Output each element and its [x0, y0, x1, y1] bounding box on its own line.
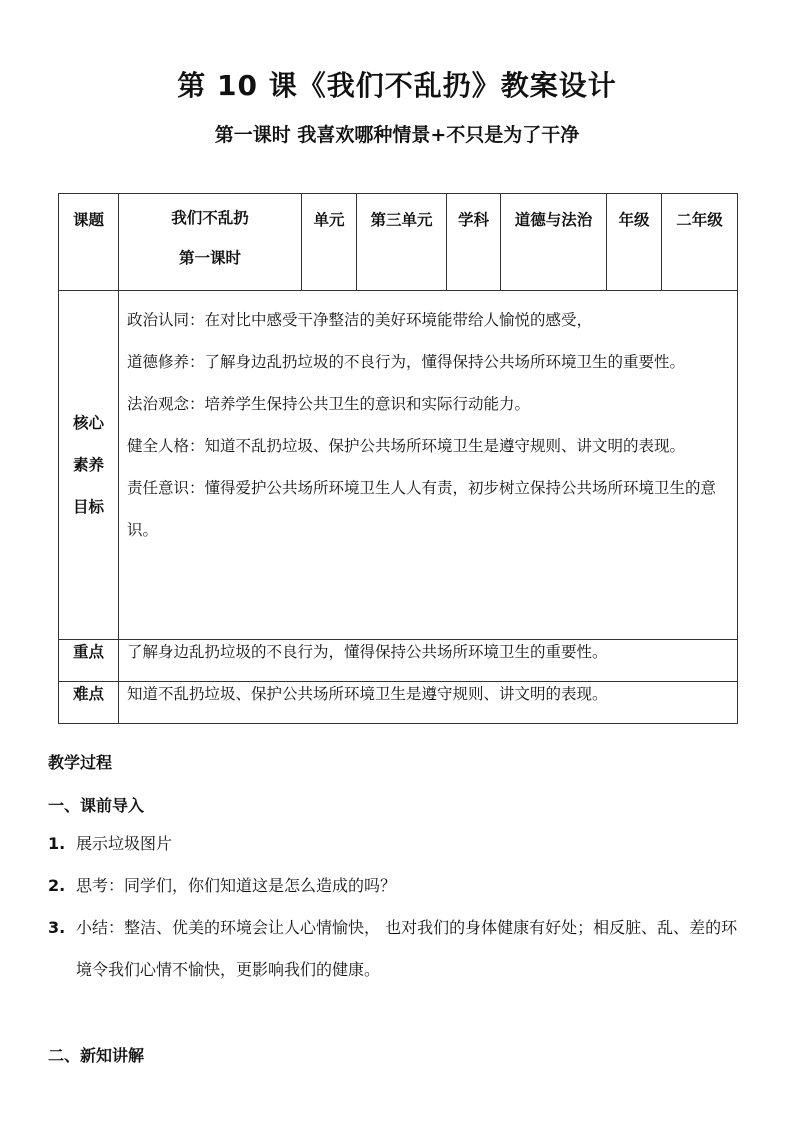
subject-value-cell — [501, 194, 607, 291]
lesson-info-table — [58, 193, 738, 724]
page-subtitle: 第一课时 我喜欢哪种情景+不只是为了干净 — [214, 124, 580, 146]
goal-personality: 健全人格：知道不乱扔垃圾、保护公共场所环境卫生是遵守规则、讲文明的表现。 — [127, 437, 686, 455]
goal-law: 法治观念：培养学生保持公共卫生的意识和实际行动能力。 — [127, 395, 531, 413]
core-label-line: 核心 — [72, 414, 104, 432]
list-item-number: 1. — [48, 834, 66, 853]
unit-label: 单元 — [313, 211, 345, 229]
list-item-number: 3. — [48, 918, 66, 937]
topic-label-cell — [59, 194, 119, 291]
core-label-line: 素养 — [72, 456, 104, 474]
core-goals-content — [119, 291, 738, 640]
grade-value-cell — [662, 194, 738, 291]
list-item-number: 2. — [48, 876, 66, 895]
key-point-row — [59, 640, 738, 682]
unit-value-cell — [357, 194, 447, 291]
list-item — [48, 865, 748, 907]
key-point-text: 了解身边乱扔垃圾的不良行为，懂得保持公共场所环境卫生的重要性。 — [119, 640, 738, 682]
goal-morality: 道德修养：了解身边乱扔垃圾的不良行为，懂得保持公共场所环境卫生的重要性。 — [127, 353, 686, 371]
list-item-text: 小结：整洁、优美的环境会让人心情愉快， 也对我们的身体健康有好处；相反脏、乱、差的环境令我们心情不愉快，更影响我们的健康。 — [76, 918, 738, 979]
grade-label-cell — [607, 194, 662, 291]
grade-label: 年级 — [618, 211, 650, 229]
page-title: 第 10 课《我们不乱扔》教案设计 — [177, 69, 617, 102]
unit-value: 第三单元 — [370, 211, 433, 229]
list-item — [48, 907, 748, 991]
goal-political: 政治认同：在对比中感受干净整洁的美好环境能带给人愉悦的感受， — [127, 311, 593, 329]
core-goals-label-cell — [59, 291, 119, 640]
core-goals-row — [59, 291, 738, 640]
difficulty-row — [59, 682, 738, 724]
key-point-label: 重点 — [59, 640, 119, 682]
list-item-text: 思考：同学们，你们知道这是怎么造成的吗？ — [76, 876, 397, 895]
subject-value: 道德与法治 — [514, 211, 593, 229]
list-item — [48, 823, 748, 865]
topic-value: 我们不乱扔 — [171, 209, 249, 227]
list-item-text: 展示垃圾图片 — [76, 834, 173, 853]
subject-label: 学科 — [457, 211, 489, 229]
core-label-line: 目标 — [72, 498, 104, 516]
section-new-knowledge-heading: 二、新知讲解 — [48, 1046, 145, 1065]
section-intro-heading: 一、课前导入 — [48, 796, 145, 815]
grade-value: 二年级 — [676, 211, 723, 229]
goal-responsibility: 责任意识：懂得爱护公共场所环境卫生人人有责，初步树立保持公共场所环境卫生的意识。 — [127, 479, 717, 539]
topic-label: 课题 — [72, 211, 104, 229]
process-heading: 教学过程 — [48, 753, 113, 772]
difficulty-label: 难点 — [59, 682, 119, 724]
subject-label-cell — [447, 194, 501, 291]
topic-value-cell — [119, 194, 302, 291]
difficulty-text: 知道不乱扔垃圾、保护公共场所环境卫生是遵守规则、讲文明的表现。 — [119, 682, 738, 724]
table-header-row — [59, 194, 738, 291]
topic-period: 第一课时 — [178, 249, 241, 267]
unit-label-cell — [302, 194, 357, 291]
